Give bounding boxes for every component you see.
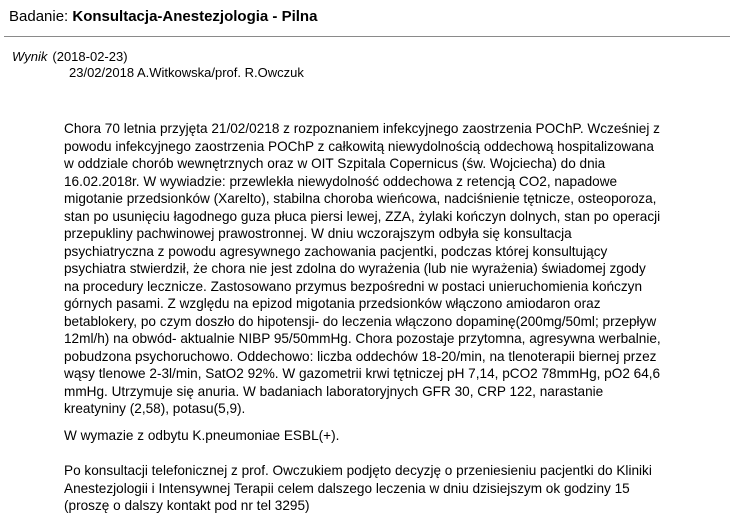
body-line: betablokery, po czym doszło do hipotensji- do leczenia włączono dopaminę(200mg/50ml; przepływ (64, 313, 657, 329)
body-line: migotanie przedsionków (Xarelto), stabilna choroba wieńcowa, nadciśnienie tętnicze, osteoporoza, (64, 191, 657, 206)
body-line: stan po usunięciu łagodnego guza płuca piersi lewej, ZZA, żylaki kończyn dolnych, stan po operacji (64, 208, 661, 224)
exam-title: Konsultacja-Anestezjologia - Pilna (72, 8, 318, 25)
body-line: mmHg. Utrzymuje się anuria. W badaniach laboratoryjnych GFR 30, CRP 122, narastanie (64, 383, 604, 399)
clinical-description (64, 120, 726, 418)
decision-line: Po konsultacji telefonicznej z prof. Owczukiem podjęto decyzję o przeniesieniu pacjentki do Kliniki (64, 463, 652, 478)
body-line: w oddziale chorób wewnętrznych oraz w OIT Szpitala Copernicus (św. Wojciecha) do dnia (64, 156, 606, 171)
body-line: na procedury lecznicze. Zastosowano przymus bezpośredni w postaci unieruchomienia kończyn (64, 278, 643, 294)
body-line: kreatyniny (2,58), potasu(5,9). (64, 401, 246, 416)
result-heading (12, 49, 128, 65)
infection-note: W wymazie z odbytu K.pneumoniae ESBL(+). (64, 428, 340, 443)
body-line: psychiatryczna z powodu agresywnego zachowania pacjentki, podczas której konsultujący (64, 243, 608, 259)
body-line: psychiatra stwierdził, że chora nie jest zdolna do wyrażenia (lub nie wyrażenia) świadomej zgody (64, 261, 646, 276)
consultation-body (64, 120, 726, 513)
body-line: 16.02.2018r. W wywiadzie: przewlekła niewydolność oddechowa z retencją CO2, napadowe (64, 173, 618, 189)
exam-label: Badanie: (9, 8, 73, 25)
body-line: Chora 70 letnia przyjęta 21/02/0218 z rozpoznaniem infekcyjnego zaostrzenia POChP. Wcześniej z (64, 121, 660, 136)
body-line: 12ml/h) na obwód- aktualnie NIBP 95/50mmHg. Chora pozostaje przytomna, agresywna werbalnie, (64, 331, 661, 346)
header-divider (4, 36, 730, 37)
consultation-decision (64, 462, 726, 515)
decision-line: Anestezjologii i Intensywnej Terapii celem dalszego leczenia w dniu dzisiejszym ok godziny 15 (64, 480, 630, 496)
exam-header (0, 0, 747, 34)
body-line: powodu infekcyjnego zaostrzenia POChP z całkowitą niewydolnością oddechową hospitalizowana (64, 138, 654, 154)
result-date: (2018-02-23) (52, 49, 128, 64)
body-line: wąsy tlenowe 2-3l/min, SatO2 92%. W gazometrii krwi tętniczej pH 7,14, pCO2 78mmHg, pO2 64,6 (64, 366, 661, 381)
body-line: przepukliny pachwinowej prawostronnej. W dniu wczorajszym odbyła się konsultacja (64, 226, 572, 241)
result-label: Wynik (12, 49, 48, 64)
body-line: górnych pasami. Z względu na epizod migotania przedsionków włączono amiodaron oraz (64, 296, 601, 311)
result-author-line: 23/02/2018 A.Witkowska/prof. R.Owczuk (69, 65, 304, 80)
body-line: pobudzona psychoruchowo. Oddechowo: liczba oddechów 18-20/min, na tlenoterapii biernej przez (64, 348, 657, 364)
decision-line: (proszę o dalszy kontakt pod nr tel 3295) (64, 498, 310, 513)
